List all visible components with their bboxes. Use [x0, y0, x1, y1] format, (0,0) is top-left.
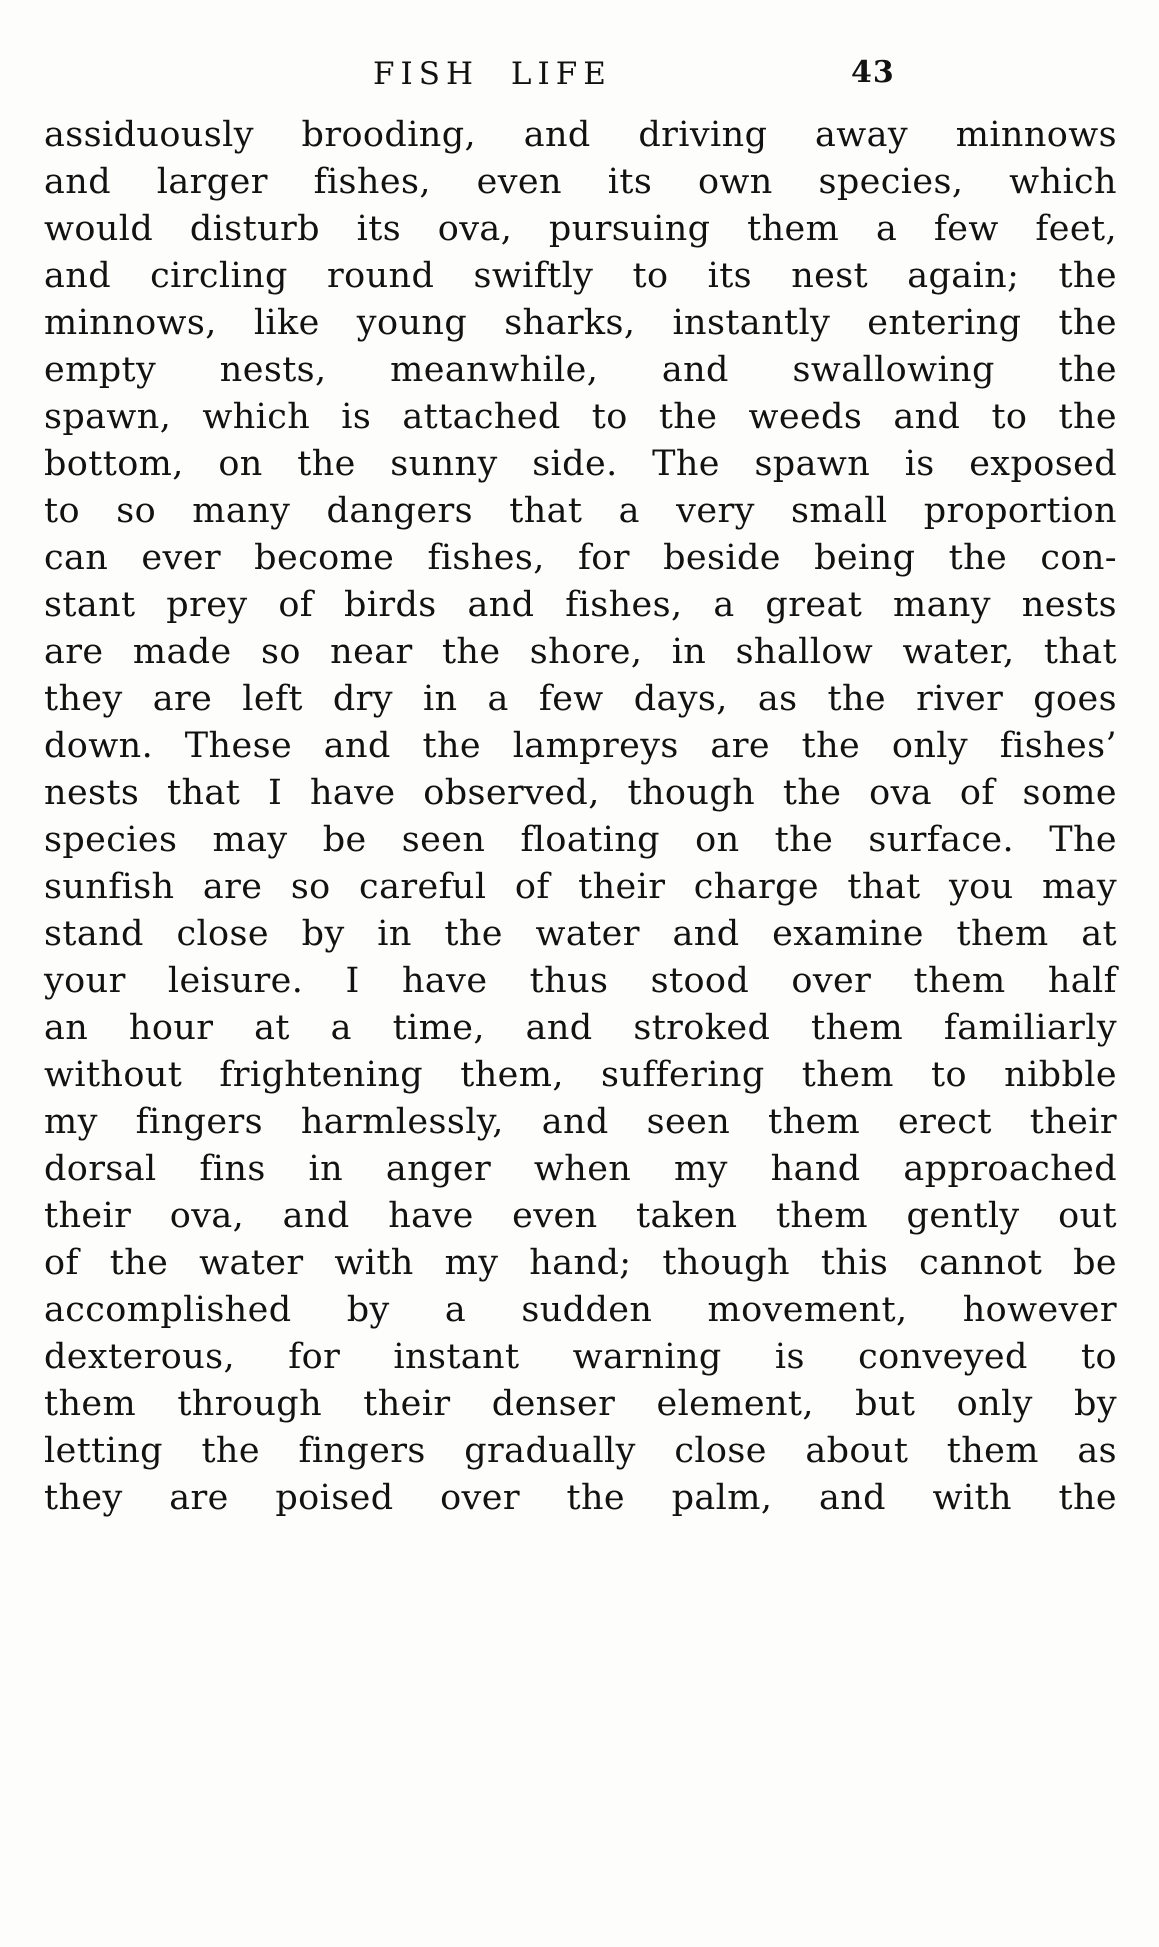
text-line: them through their denser element, but only by	[44, 1384, 1117, 1424]
text-line: accomplished by a sudden movement, however	[44, 1290, 1117, 1330]
text-line: dorsal fins in anger when my hand approached	[44, 1149, 1117, 1189]
text-line: nests that I have observed, though the ova of some	[44, 773, 1117, 813]
text-line: spawn, which is attached to the weeds and to the	[44, 397, 1117, 437]
page-number: 43	[851, 55, 895, 90]
text-line: bottom, on the sunny side. The spawn is exposed	[44, 444, 1117, 484]
text-line: letting the fingers gradually close about them as	[44, 1431, 1117, 1471]
text-line: would disturb its ova, pursuing them a few feet,	[44, 209, 1117, 249]
body-text	[44, 112, 1117, 1522]
page-header	[0, 0, 1159, 110]
text-line: sunfish are so careful of their charge that you may	[44, 867, 1117, 907]
text-line: my fingers harmlessly, and seen them erect their	[44, 1102, 1117, 1142]
text-line: an hour at a time, and stroked them familiarly	[44, 1008, 1117, 1048]
text-line: minnows, like young sharks, instantly entering the	[44, 303, 1117, 343]
text-line: species may be seen floating on the surface. The	[44, 820, 1117, 860]
text-line: their ova, and have even taken them gently out	[44, 1196, 1117, 1236]
text-line: without frightening them, suffering them to nibble	[44, 1055, 1117, 1095]
text-line: assiduously brooding, and driving away minnows	[44, 115, 1117, 155]
text-line: your leisure. I have thus stood over them half	[44, 961, 1117, 1001]
text-line: they are poised over the palm, and with the	[44, 1478, 1117, 1518]
text-line: stant prey of birds and fishes, a great many nests	[44, 585, 1117, 625]
text-line: empty nests, meanwhile, and swallowing the	[44, 350, 1117, 390]
text-line: are made so near the shore, in shallow water, that	[44, 632, 1117, 672]
text-line: dexterous, for instant warning is conveyed to	[44, 1337, 1117, 1377]
text-line: they are left dry in a few days, as the river goes	[44, 679, 1117, 719]
text-line: and circling round swiftly to its nest again; the	[44, 256, 1117, 296]
text-line: down. These and the lampreys are the only fishes’	[44, 726, 1117, 766]
text-line: and larger fishes, even its own species, which	[44, 162, 1117, 202]
text-line: stand close by in the water and examine them at	[44, 914, 1117, 954]
text-line: to so many dangers that a very small proportion	[44, 491, 1117, 531]
text-line: of the water with my hand; though this cannot be	[44, 1243, 1117, 1283]
text-line: can ever become fishes, for beside being the con-	[44, 538, 1117, 578]
running-title: FISH LIFE	[373, 56, 612, 92]
